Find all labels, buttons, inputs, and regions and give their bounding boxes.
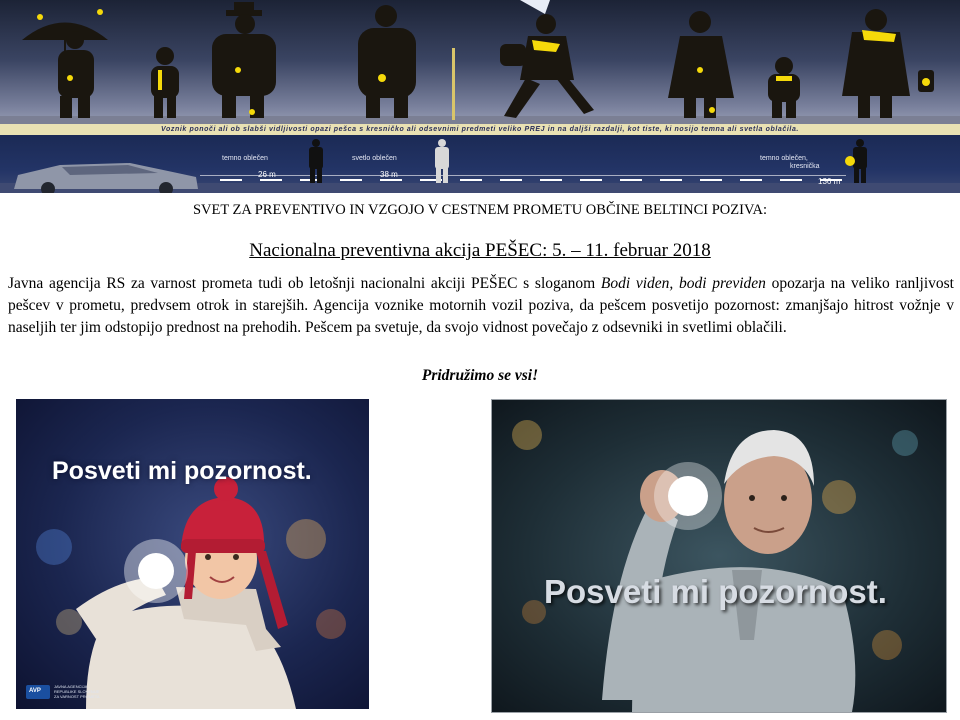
road-label-light: svetlo oblečen bbox=[352, 155, 397, 162]
top-banner bbox=[0, 0, 960, 193]
silhouette-umbrella-person bbox=[22, 23, 108, 119]
pedestrian-illustration bbox=[0, 0, 960, 133]
silhouette-mother bbox=[668, 11, 734, 118]
child-poster-slogan: Posveti mi pozornost. bbox=[52, 457, 312, 485]
banner-caption: Voznik ponoči ali ob slabši vidljivosti opazi pešca s kresničko ali odsevnimi predmeti veliko PREJ in na daljši razdalji, kot tiste, ki nosijo temna ali svetla oblačila. bbox=[0, 124, 960, 135]
silhouette-walking-teen bbox=[500, 14, 594, 118]
child-illustration bbox=[16, 399, 369, 709]
car-icon bbox=[14, 163, 198, 193]
road-pedestrian-reflector bbox=[845, 139, 867, 183]
headlight-beam bbox=[520, 0, 550, 14]
agency-logo-line-1: JAVNA AGENCIJA bbox=[54, 684, 88, 689]
silhouette-woman-lantern bbox=[842, 9, 934, 118]
poster-elderly-man bbox=[491, 399, 947, 713]
road-pedestrian-light bbox=[435, 139, 449, 183]
silhouette-child bbox=[151, 47, 179, 118]
silhouettes-graphic bbox=[0, 0, 960, 133]
closing-line: Pridružimo se vsi! bbox=[421, 367, 539, 384]
avp-logo-icon bbox=[26, 685, 50, 699]
body-part-2: opozarja na veliko ranljivost pešcev v prometu, predvsem otrok in starejših. Agencija voznike motornih vozil poziva, da pešcem posvetijo pozornost: zmanjšajo hitrost vožnje v naseljih ter jim odstopijo prednost na prehodih. Pešcem pa svetuje, da svojo vidnost povečajo z odsevniki in svetlimi oblačili. bbox=[8, 275, 954, 336]
road-pedestrian-dark bbox=[309, 139, 323, 183]
silhouette-elderly-cane bbox=[358, 5, 455, 120]
road-distance-reflector: 136 m bbox=[818, 177, 841, 186]
elder-poster-slogan: Posveti mi pozornost. bbox=[544, 573, 887, 610]
slogan-italic: Bodi viden, bodi previden bbox=[600, 275, 766, 292]
poster-child bbox=[16, 399, 369, 709]
silhouette-small-child bbox=[768, 57, 800, 118]
body-paragraph bbox=[8, 273, 954, 339]
silhouette-adult-hat bbox=[212, 2, 276, 118]
road-distance-light: 38 m bbox=[380, 170, 398, 179]
road-label-dark: temno oblečen bbox=[222, 155, 268, 162]
body-part-1: Javna agencija RS za varnost prometa tudi ob letošnji nacionalni akciji PEŠEC s sloganom bbox=[8, 275, 601, 292]
road-label-reflector: temno oblečen, bbox=[760, 155, 808, 162]
road-label-reflector-2: kresnička bbox=[790, 163, 820, 170]
headline: SVET ZA PREVENTIVO IN VZGOJO V CESTNEM PROMETU OBČINE BELTINCI POZIVA: bbox=[192, 202, 768, 218]
agency-logo-line-3: ZA VARNOST PROMETA bbox=[54, 694, 100, 699]
agency-logo-line-2: REPUBLIKE SLOVENIJE bbox=[54, 689, 100, 694]
agency-logo-text bbox=[54, 684, 100, 699]
road-comparison bbox=[0, 135, 960, 193]
action-title: Nacionalna preventivna akcija PEŠEC: 5. – 11. februar 2018 bbox=[249, 240, 711, 261]
elderly-man-illustration bbox=[492, 400, 946, 712]
road-distance-dark: 26 m bbox=[258, 170, 276, 179]
avp-logo-mark: AVP bbox=[29, 688, 41, 694]
